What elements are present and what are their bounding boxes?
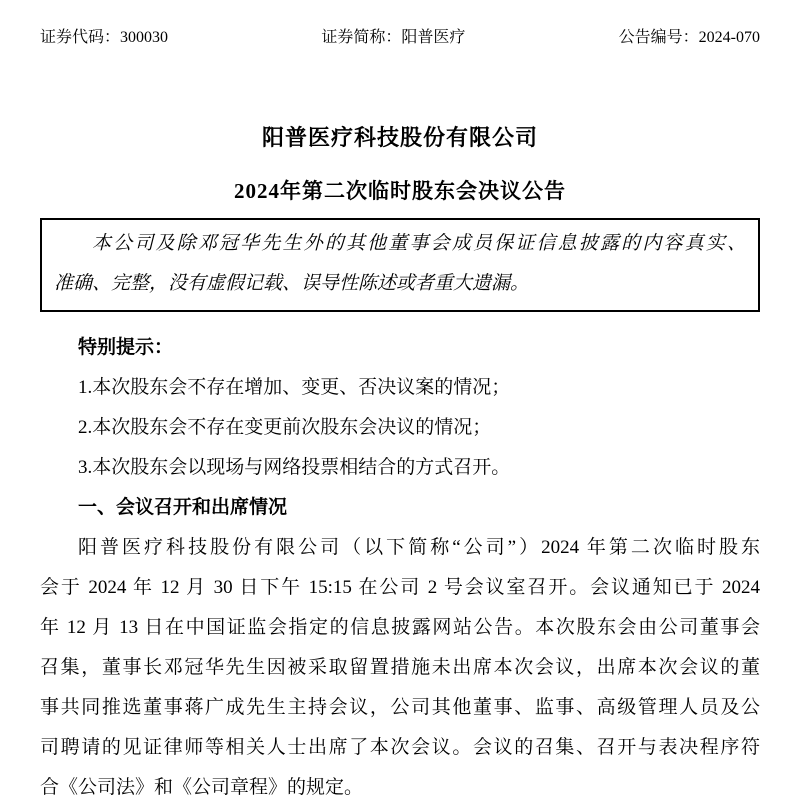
announcement-title: 2024年第二次临时股东会决议公告 — [234, 179, 566, 203]
company-name-title: 阳普医疗科技股份有限公司 — [261, 125, 538, 150]
section1-paragraph-line-3: 年 12 月 13 日在中国证监会指定的信息披露网站公告。本次股东会由公司董事会 — [40, 617, 760, 638]
section1-paragraph-line-7: 合《公司法》和《公司章程》的规定。 — [40, 777, 364, 798]
section1-paragraph-line-5: 事共同推选董事蒋广成先生主持会议，公司其他董事、监事、高级管理人员及公 — [40, 697, 760, 718]
announcement-number: 公告编号：2024-070 — [618, 29, 760, 46]
special-notice-item-1: 1.本次股东会不存在增加、变更、否决议案的情况； — [78, 377, 511, 398]
document-header — [40, 28, 760, 48]
disclaimer-line-1: 本公司及除邓冠华先生外的其他董事会成员保证信息披露的内容真实、 — [92, 233, 746, 254]
special-notice-item-2: 2.本次股东会不存在变更前次股东会决议的情况； — [78, 417, 492, 438]
section1-heading: 一、会议召开和出席情况 — [78, 497, 288, 518]
special-notice-heading: 特别提示： — [78, 337, 174, 358]
disclaimer-line-2: 准确、完整，没有虚假记载、误导性陈述或者重大遗漏。 — [54, 273, 530, 294]
section1-paragraph-line-1: 阳普医疗科技股份有限公司（以下简称“公司”）2024 年第二次临时股东 — [78, 537, 760, 558]
stock-short-name: 证券简称：阳普医疗 — [321, 29, 466, 46]
section1-paragraph-line-6: 司聘请的见证律师等相关人士出席了本次会议。会议的召集、召开与表决程序符 — [40, 737, 760, 758]
disclaimer-box — [40, 218, 760, 312]
section1-paragraph-line-4: 召集，董事长邓冠华先生因被采取留置措施未出席本次会议，出席本次会议的董 — [40, 657, 760, 678]
stock-code: 证券代码：300030 — [40, 29, 169, 46]
special-notice-item-3: 3.本次股东会以现场与网络投票相结合的方式召开。 — [78, 457, 511, 478]
section1-paragraph-line-2: 会于 2024 年 12 月 30 日下午 15:15 在公司 2 号会议室召开。会议通知已于 2024 — [40, 577, 760, 598]
document-body — [40, 328, 760, 808]
